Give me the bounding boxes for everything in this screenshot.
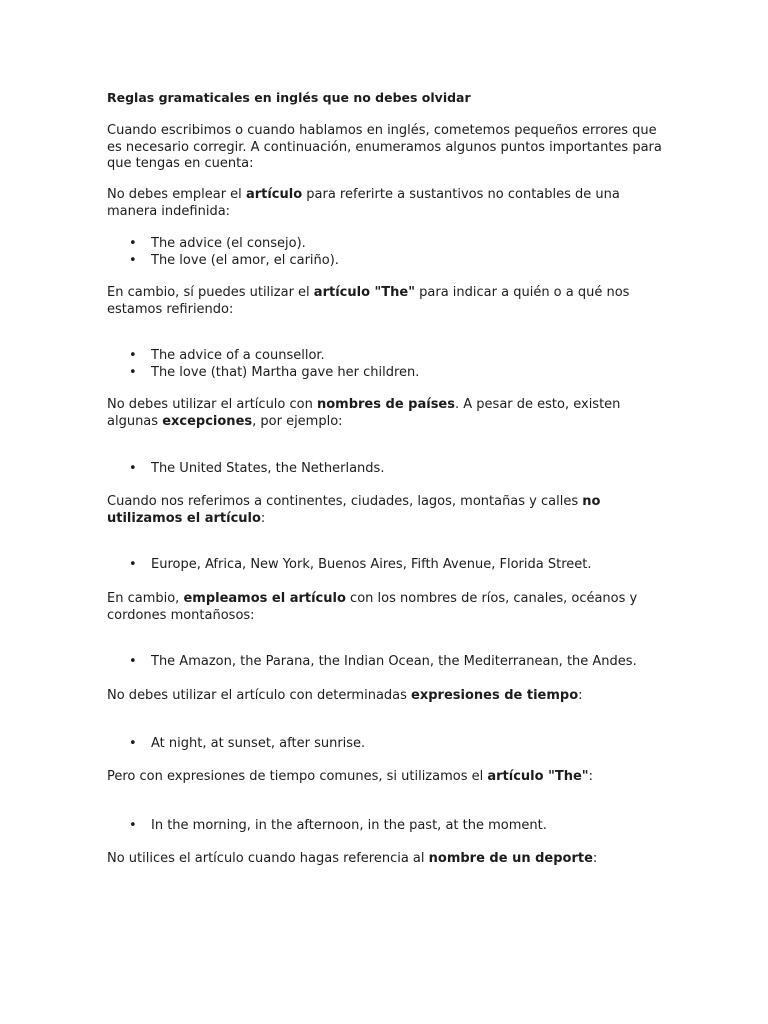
- emphasis: artículo "The": [313, 285, 416, 300]
- paragraph-text: En cambio, sí puedes utilizar el: [107, 285, 314, 300]
- emphasis: empleamos el artículo: [183, 591, 346, 606]
- paragraph-text: . A pesar de esto, existen algunas: [107, 397, 621, 429]
- paragraph-1: [107, 187, 667, 220]
- bullet-list-6: [107, 736, 687, 753]
- paragraph-8: [107, 851, 667, 868]
- list-item: • At night, at sunset, after sunrise.: [107, 736, 687, 753]
- document-title: Reglas gramaticales en inglés que no debes olvidar: [107, 90, 471, 105]
- paragraph-2: [107, 285, 667, 318]
- emphasis: nombres de países: [316, 397, 455, 412]
- emphasis: nombre de un deporte: [428, 851, 593, 866]
- list-item: • The advice of a counsellor.: [107, 348, 687, 365]
- list-item: • The love (that) Martha gave her children.: [107, 365, 687, 382]
- emphasis: artículo: [245, 187, 303, 202]
- emphasis: excepciones: [162, 413, 253, 429]
- paragraph-4: [107, 494, 667, 527]
- list-item: • The United States, the Netherlands.: [107, 461, 687, 478]
- bullet-list-1: [107, 236, 687, 269]
- paragraph-text: No debes emplear el: [107, 187, 246, 202]
- paragraph-6: [107, 688, 667, 705]
- list-item: • The advice (el consejo).: [107, 236, 687, 253]
- paragraph-text: No debes utilizar el artículo con determinadas: [107, 688, 412, 703]
- paragraph-text: :: [592, 851, 598, 866]
- emphasis: no utilizamos el artículo: [107, 494, 601, 526]
- paragraph-text: Cuando nos referimos a continentes, ciudades, lagos, montañas y calles: [107, 494, 583, 509]
- list-item: • In the morning, in the afternoon, in the past, at the moment.: [107, 818, 687, 835]
- paragraph-text: No debes utilizar el artículo con: [107, 397, 317, 412]
- paragraph-text: Pero con expresiones de tiempo comunes, si utilizamos el: [107, 769, 488, 784]
- paragraph-text: :: [578, 688, 583, 703]
- list-item: • The Amazon, the Parana, the Indian Ocean, the Mediterranean, the Andes.: [107, 654, 687, 671]
- paragraph-text: :: [588, 769, 593, 784]
- paragraph-text: para indicar a quién o a qué nos estamos refiriendo:: [107, 285, 630, 317]
- list-item: • The love (el amor, el cariño).: [107, 253, 687, 270]
- paragraph-5: [107, 591, 667, 624]
- intro-paragraph: Cuando escribimos o cuando hablamos en inglés, cometemos pequeños errores que es necesario corregir. A continuación, enumeramos algunos puntos importantes para que tengas en cuenta:: [107, 123, 662, 171]
- bullet-list-3: [107, 461, 687, 478]
- bullet-list-7: [107, 818, 687, 835]
- bullet-list-5: [107, 654, 687, 671]
- paragraph-text: En cambio,: [107, 591, 184, 606]
- paragraph-text: para referirte a sustantivos no contables de una manera indefinida:: [107, 187, 620, 219]
- emphasis: expresiones de tiempo: [411, 688, 579, 703]
- bullet-list-4: [107, 557, 687, 574]
- paragraph-text: , por ejemplo:: [252, 413, 343, 429]
- paragraph-text: con los nombres de ríos, canales, océanos y cordones montañosos:: [107, 591, 638, 623]
- emphasis: artículo "The": [487, 769, 589, 784]
- paragraph-3: [107, 397, 667, 430]
- paragraph-7: [107, 769, 667, 786]
- bullet-list-2: [107, 348, 687, 381]
- paragraph-text: :: [260, 510, 266, 526]
- list-item: • Europe, Africa, New York, Buenos Aires, Fifth Avenue, Florida Street.: [107, 557, 687, 574]
- paragraph-text: No utilices el artículo cuando hagas referencia al: [107, 851, 429, 866]
